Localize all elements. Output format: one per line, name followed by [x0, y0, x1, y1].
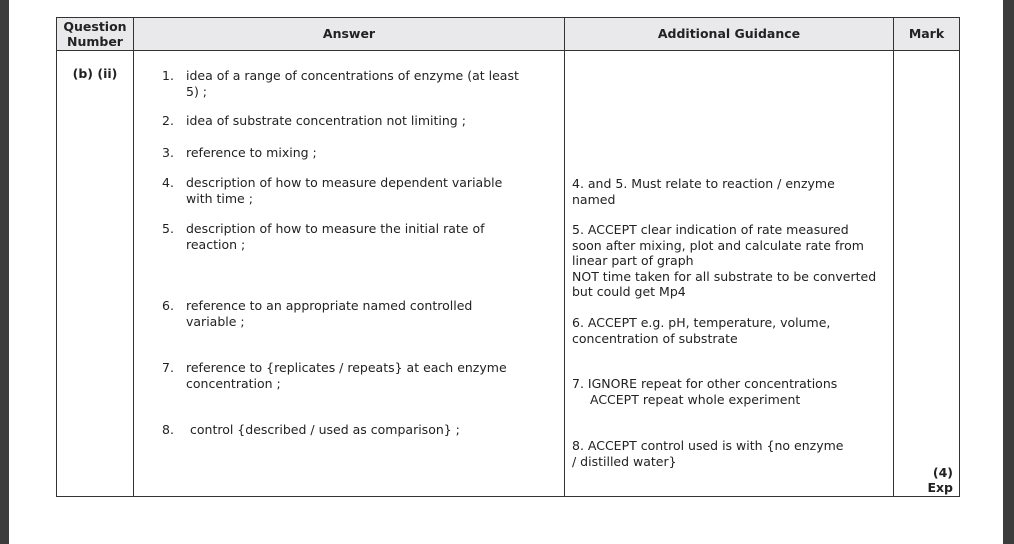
- guidance-header: Additional Guidance: [565, 18, 894, 51]
- question-number-header: Question Number: [57, 18, 134, 51]
- mark-header: Mark: [894, 18, 960, 51]
- answer-cell: 1. idea of a range of concentrations of enzyme (at least 5) ; 2. idea of substrate concentration not limiting ; 3. reference to mixing ; 4. description of how to measure dependent variable with time ; 5. description of how to measure the initial rate of reaction ; 6. reference to an appropriate named controlled variable ; 7. reference to {replicates / repeats} at each enzyme concentration ; 8. control {described / used as comparison} ;: [134, 51, 565, 497]
- answer-header: Answer: [134, 18, 565, 51]
- question-number: (b) (ii): [57, 51, 134, 497]
- guidance-note: 5. ACCEPT clear indication of rate measured soon after mixing, plot and calculate rate from linear part of graph NOT time taken for all substrate to be converted but could get Mp4: [572, 222, 877, 299]
- document-page: [9, 0, 1003, 544]
- guidance-note: 4. and 5. Must relate to reaction / enzyme named: [572, 176, 835, 207]
- body-row: [57, 51, 960, 497]
- guidance-note: 8. ACCEPT control used is with {no enzyme / distilled water}: [572, 438, 844, 469]
- mark-value: (4) Exp: [927, 465, 953, 495]
- guidance-cell: [565, 51, 894, 497]
- guidance-note: 7. IGNORE repeat for other concentrations ACCEPT repeat whole experiment: [572, 376, 838, 407]
- guidance-note: 6. ACCEPT e.g. pH, temperature, volume, concentration of substrate: [572, 315, 831, 346]
- mark-scheme-table: [56, 17, 960, 497]
- mark-cell: [894, 51, 960, 497]
- header-row: [57, 18, 960, 51]
